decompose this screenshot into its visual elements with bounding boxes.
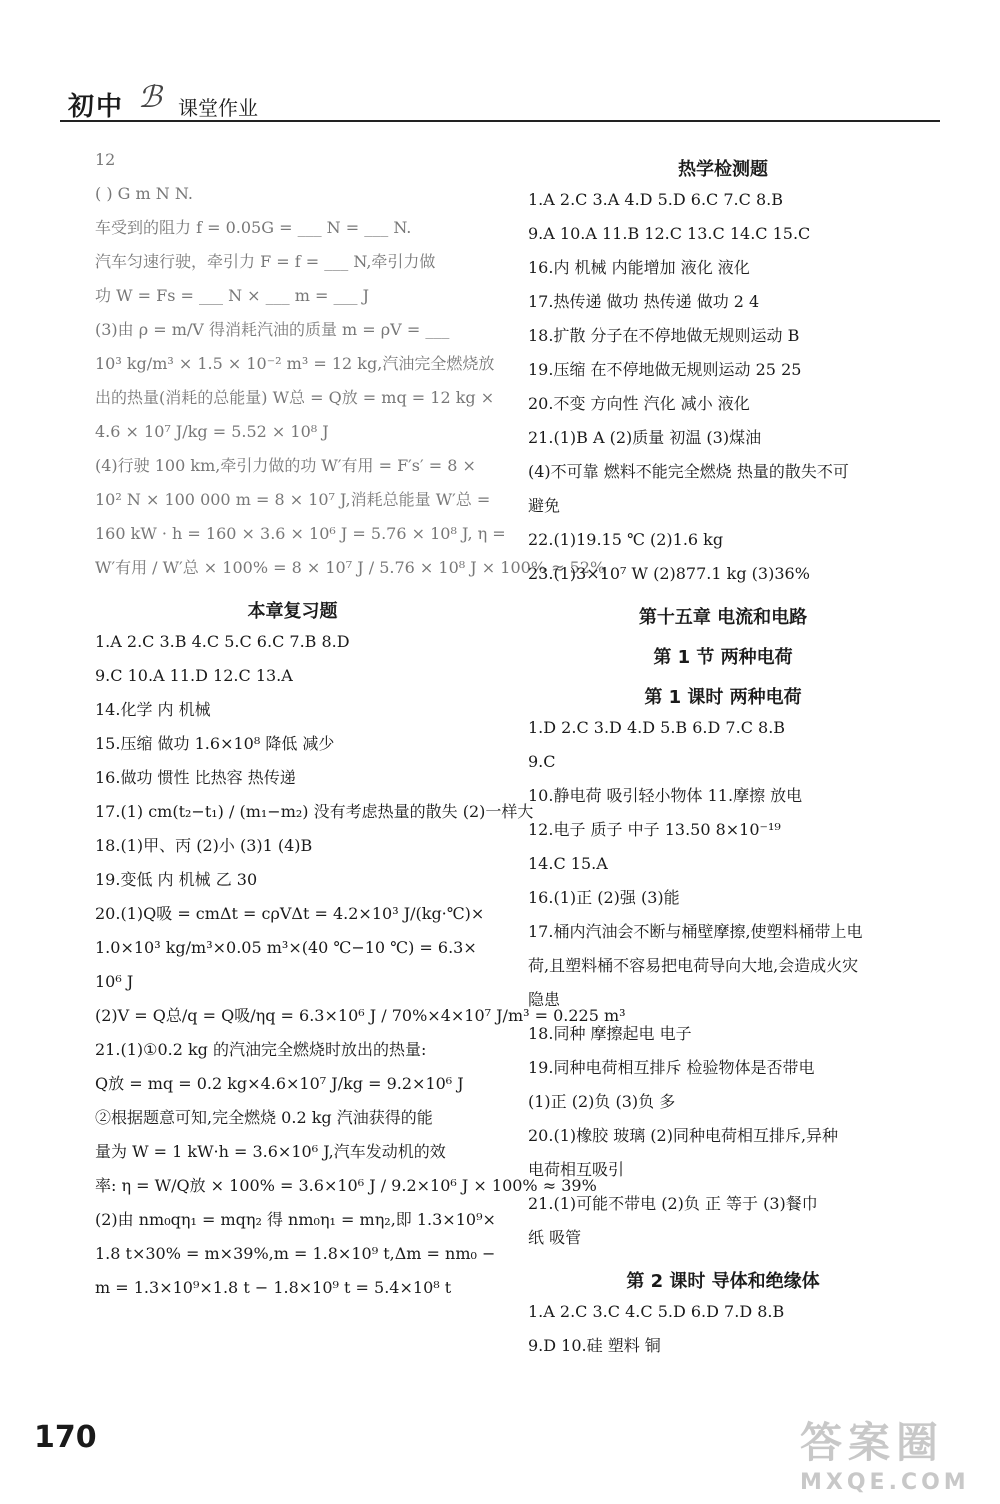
answer-line: 160 kW · h = 160 × 3.6 × 10⁶ J = 5.76 × 10⁸ J, η = [95, 524, 506, 543]
answer-line: 电荷相互吸引 [528, 1160, 625, 1179]
answer-line: 1.A 2.C 3.A 4.D 5.D 6.C 7.C 8.B [528, 190, 783, 209]
answer-line: 18.扩散 分子在不停地做无规则运动 B [528, 326, 800, 345]
answer-line: 17.桶内汽油会不断与桶壁摩擦,使塑料桶带上电 [528, 922, 863, 941]
answer-line: 21.(1)①0.2 kg 的汽油完全燃烧时放出的热量: [95, 1040, 427, 1059]
answer-line: 12 [95, 150, 116, 169]
watermark-url: MXQE.COM [800, 1470, 970, 1495]
answer-line: 17.(1) cm(t₂−t₁) / (m₁−m₂) 没有考虑热量的散失 (2)一样大 [95, 802, 534, 821]
section-title: 第十五章 电流和电路 [638, 607, 808, 628]
answer-line: 1.0×10³ kg/m³×0.05 m³×(40 ℃−10 ℃) = 6.3× [95, 938, 477, 957]
answer-line: 12.电子 质子 中子 13.50 8×10⁻¹⁹ [528, 820, 781, 839]
answer-line: 19.变低 内 机械 乙 30 [95, 870, 258, 889]
answer-line: 19.同种电荷相互排斥 检验物体是否带电 [528, 1058, 815, 1077]
answer-line: 1.A 2.C 3.C 4.C 5.D 6.D 7.D 8.B [528, 1302, 785, 1321]
section-title: 本章复习题 [247, 601, 338, 622]
answer-line: 14.C 15.A [528, 854, 608, 873]
answer-line: 9.C [528, 752, 556, 771]
answer-line: (2)由 nm₀qη₁ = mqη₂ 得 nm₀η₁ = mη₂,即 1.3×10⁹× [95, 1210, 496, 1229]
answer-line: 21.(1)B A (2)质量 初温 (3)煤油 [528, 428, 762, 447]
header-rule [60, 120, 940, 122]
section-title: 热学检测题 [678, 159, 768, 180]
answer-line: 1.A 2.C 3.B 4.C 5.C 6.C 7.B 8.D [95, 632, 350, 651]
answer-line: 16.(1)正 (2)强 (3)能 [528, 888, 680, 907]
answer-line: 10³ kg/m³ × 1.5 × 10⁻² m³ = 12 kg,汽油完全燃烧放 [95, 354, 495, 373]
answer-line: 率: η = W/Q放 × 100% = 3.6×10⁶ J / 9.2×10⁶ J × 100% ≈ 39% [95, 1176, 597, 1195]
answer-line: 22.(1)19.15 ℃ (2)1.6 kg [528, 530, 724, 549]
answer-line: 20.(1)橡胶 玻璃 (2)同种电荷相互排斥,异种 [528, 1126, 839, 1145]
section-title: 第 1 课时 两种电荷 [644, 687, 802, 708]
page-header [60, 80, 940, 124]
header-logo-icon: ℬ [138, 80, 162, 115]
answer-line: 汽车匀速行驶，牵引力 F = f = ___ N,牵引力做 [95, 252, 436, 271]
answer-line: Q放 = mq = 0.2 kg×4.6×10⁷ J/kg = 9.2×10⁶ J [95, 1074, 464, 1093]
section-title: 第 2 课时 导体和绝缘体 [626, 1271, 820, 1292]
watermark [800, 1410, 980, 1495]
answer-line: (1)正 (2)负 (3)负 多 [528, 1092, 676, 1111]
section-title: 第 1 节 两种电荷 [653, 647, 793, 668]
answer-line: ②根据题意可知,完全燃烧 0.2 kg 汽油获得的能 [95, 1108, 433, 1127]
answer-line: 1.8 t×30% = m×39%,m = 1.8×10⁹ t,Δm = nm₀ − [95, 1244, 496, 1263]
answer-line: 避免 [528, 496, 561, 515]
answer-line: 功 W = Fs = ___ N × ___ m = ___ J [95, 286, 370, 305]
answer-line: 4.6 × 10⁷ J/kg = 5.52 × 10⁸ J [95, 422, 329, 441]
answer-line: 纸 吸管 [528, 1228, 582, 1247]
answer-line: (4)不可靠 燃料不能完全燃烧 热量的散失不可 [528, 462, 849, 481]
answer-line: m = 1.3×10⁹×1.8 t − 1.8×10⁹ t = 5.4×10⁸ t [95, 1278, 452, 1297]
header-level: 初中 [68, 92, 125, 122]
right-column [528, 150, 918, 1370]
answer-line: 10.静电荷 吸引轻小物体 11.摩擦 放电 [528, 786, 803, 805]
answer-line: 16.做功 惯性 比热容 热传递 [95, 768, 296, 787]
answer-line: 14.化学 内 机械 [95, 700, 211, 719]
answer-line: 出的热量(消耗的总能量) W总 = Q放 = mq = 12 kg × [95, 388, 495, 407]
page-number: 170 [34, 1420, 97, 1455]
answer-line: 20.不变 方向性 汽化 减小 液化 [528, 394, 750, 413]
header-title: 课堂作业 [178, 96, 258, 120]
answer-line: 20.(1)Q吸 = cmΔt = cρVΔt = 4.2×10³ J/(kg·℃)× [95, 904, 485, 923]
answer-line: 9.D 10.硅 塑料 铜 [528, 1336, 661, 1355]
answer-line: 18.同种 摩擦起电 电子 [528, 1024, 692, 1043]
answer-line: 23.(1)3×10⁷ W (2)877.1 kg (3)36% [528, 564, 810, 583]
answer-line: 荷,且塑料桶不容易把电荷导向大地,会造成火灾 [528, 956, 859, 975]
answer-line: 9.C 10.A 11.D 12.C 13.A [95, 666, 293, 685]
answer-line: 17.热传递 做功 热传递 做功 2 4 [528, 292, 760, 311]
answer-line: 10⁶ J [95, 972, 134, 991]
answer-line: 量为 W = 1 kW·h = 3.6×10⁶ J,汽车发动机的效 [95, 1142, 446, 1161]
answer-line: 19.压缩 在不停地做无规则运动 25 25 [528, 360, 802, 379]
answer-line: (4)行驶 100 km,牵引力做的功 W′有用 = F′s′ = 8 × [95, 456, 476, 475]
answer-line: 15.压缩 做功 1.6×10⁸ 降低 减少 [95, 734, 335, 753]
answer-line: 车受到的阻力 f = 0.05G = ___ N = ___ N. [95, 218, 412, 237]
answer-line: W′有用 / W′总 × 100% = 8 × 10⁷ J / 5.76 × 10⁸ J × 100% ≈ 52% [95, 558, 606, 577]
watermark-logo: 答案圈 [800, 1418, 945, 1467]
answer-line: 18.(1)甲、丙 (2)小 (3)1 (4)B [95, 836, 313, 855]
answer-line: 10² N × 100 000 m = 8 × 10⁷ J,消耗总能量 W′总 = [95, 490, 491, 509]
answer-line: 21.(1)可能不带电 (2)负 正 等于 (3)餐巾 [528, 1194, 818, 1213]
answer-line: (2)V = Q总/q = Q吸/ηq = 6.3×10⁶ J / 70%×4×10⁷ J/m³ = 0.225 m³ [95, 1006, 626, 1025]
answer-line: 1.D 2.C 3.D 4.D 5.B 6.D 7.C 8.B [528, 718, 786, 737]
answer-line: 9.A 10.A 11.B 12.C 13.C 14.C 15.C [528, 224, 811, 243]
answer-line: ( ) G m N N. [95, 184, 193, 203]
answer-line: 隐患 [528, 990, 561, 1009]
answer-line: (3)由 ρ = m/V 得消耗汽油的质量 m = ρV = ___ [95, 320, 450, 339]
answer-line: 16.内 机械 内能增加 液化 液化 [528, 258, 750, 277]
